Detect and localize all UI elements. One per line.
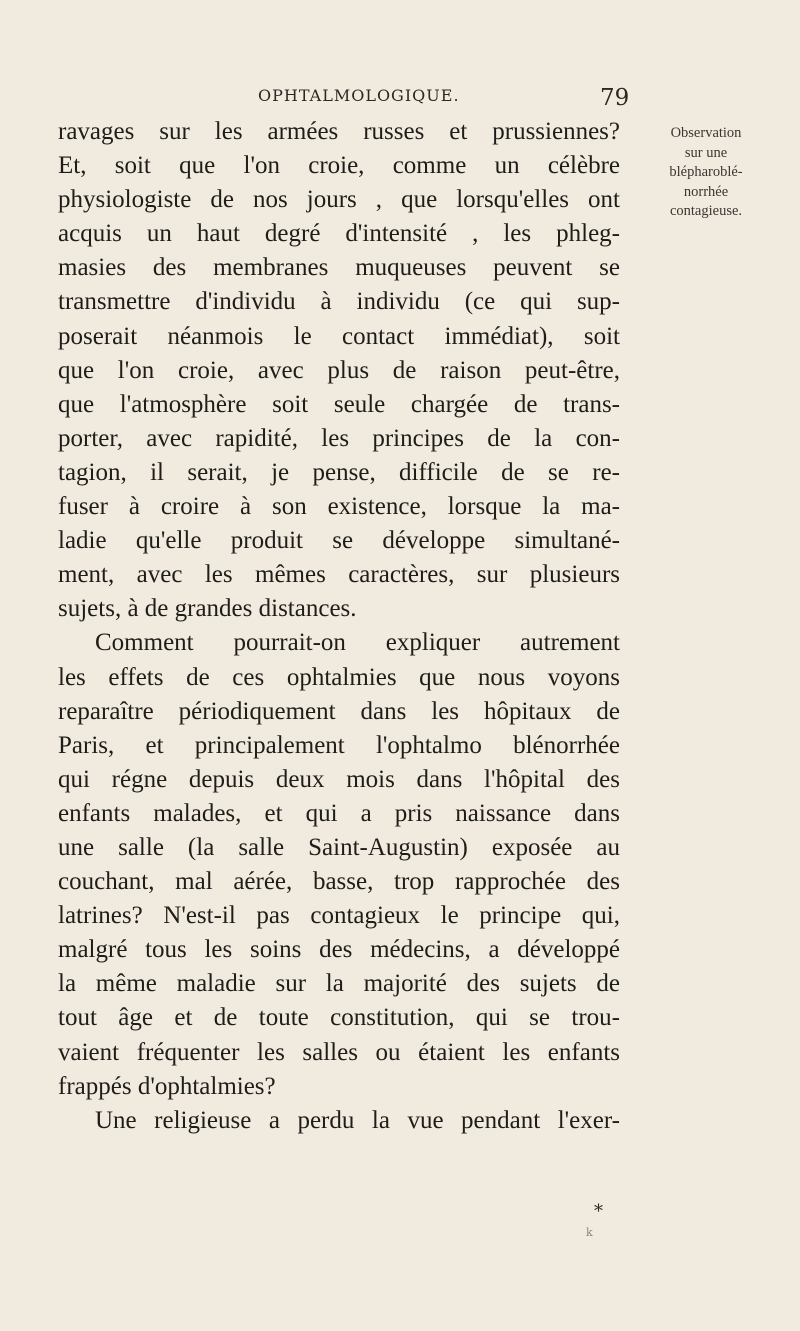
margin-note-line: norrhée	[683, 183, 729, 200]
text-line: reparaître périodiquement dans les hôpitaux de	[58, 697, 620, 725]
text-line: ladie qu'elle produit se développe simultané-	[58, 527, 620, 555]
margin-note	[626, 124, 786, 222]
stray-mark: k	[586, 1226, 593, 1239]
text-line: Paris, et principalement l'ophtalmo blénorrhée	[58, 731, 620, 759]
text-line: enfants malades, et qui a pris naissance dans	[58, 799, 620, 827]
text-line: transmettre d'individu à individu (ce qui sup-	[58, 288, 620, 316]
margin-note-line: sur une	[684, 144, 728, 161]
paragraph-start-line: Comment pourrait-on expliquer autrement	[95, 629, 620, 657]
text-line: tout âge et de toute constitution, qui se trou-	[58, 1004, 620, 1032]
text-line: que l'atmosphère soit seule chargée de trans-	[58, 390, 620, 418]
text-line: sujets, à de grandes distances.	[58, 595, 357, 623]
body-text	[58, 115, 620, 1138]
text-line: acquis un haut degré d'intensité , les phleg-	[58, 220, 620, 248]
running-title: OPHTALMOLOGIQUE.	[258, 86, 460, 105]
text-line: la même maladie sur la majorité des sujets de	[58, 970, 620, 998]
margin-note-line: blépharoblé-	[669, 164, 743, 180]
page-header	[0, 86, 800, 116]
text-line: couchant, mal aérée, basse, trop rapprochée des	[58, 868, 620, 896]
text-line: une salle (la salle Saint-Augustin) exposée au	[58, 833, 620, 861]
text-line: ravages sur les armées russes et prussiennes?	[58, 118, 620, 145]
text-line: que l'on croie, avec plus de raison peut-être,	[58, 356, 620, 384]
page-number: 79	[600, 85, 630, 111]
text-line: fuser à croire à son existence, lorsque la ma-	[58, 493, 620, 521]
text-line: qui régne depuis deux mois dans l'hôpital des	[58, 765, 620, 793]
text-line: vaient fréquenter les salles ou étaient les enfants	[58, 1038, 620, 1066]
text-line: les effets de ces ophtalmies que nous voyons	[58, 663, 620, 691]
paragraph-start-line: Une religieuse a perdu la vue pendant l'exer-	[95, 1106, 620, 1134]
signature-mark: *	[594, 1201, 603, 1222]
text-line: porter, avec rapidité, les principes de la con-	[58, 424, 620, 452]
text-line: physiologiste de nos jours , que lorsqu'elles ont	[58, 186, 620, 214]
text-line: latrines? N'est-il pas contagieux le principe qui,	[58, 902, 620, 930]
text-line: frappés d'ophtalmies?	[58, 1072, 276, 1100]
text-line: poserait néanmois le contact immédiat), soit	[58, 322, 620, 350]
margin-note-line: Observation	[670, 125, 742, 141]
margin-note-line: contagieuse.	[669, 203, 743, 219]
text-line: ment, avec les mêmes caractères, sur plusieurs	[58, 561, 620, 589]
text-line: masies des membranes muqueuses peuvent se	[58, 254, 620, 282]
text-line: Et, soit que l'on croie, comme un célèbre	[58, 152, 620, 180]
text-line: tagion, il serait, je pense, difficile de se re-	[58, 458, 620, 486]
text-line: malgré tous les soins des médecins, a développé	[58, 936, 620, 964]
